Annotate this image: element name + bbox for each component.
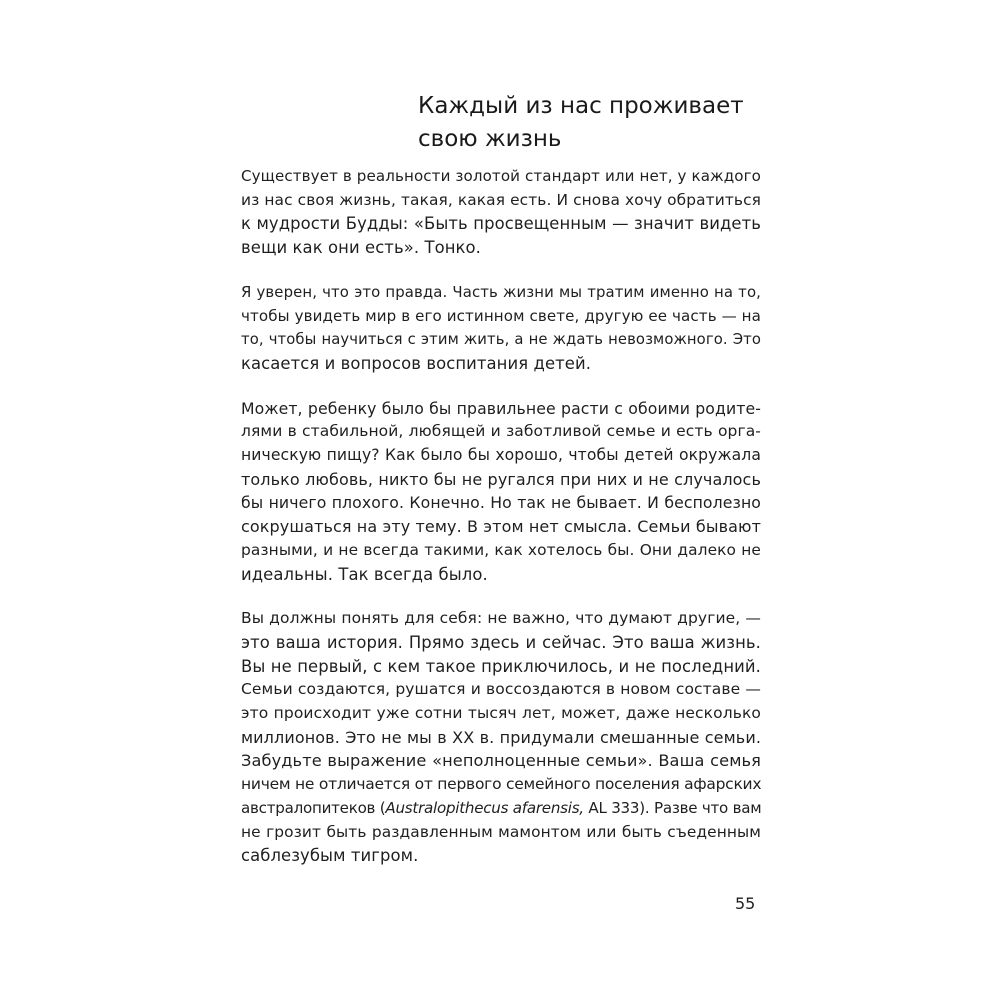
heading-line: Каждый из нас проживает xyxy=(418,93,744,119)
text-line: Забудьте выражение «неполноценные семьи». Ваша семья xyxy=(241,751,761,771)
paragraph-4 xyxy=(241,607,761,868)
body-text xyxy=(241,165,761,889)
heading-line: свою жизнь xyxy=(418,126,562,152)
text-line: из нас своя жизнь, такая, какая есть. И снова хочу обратиться xyxy=(241,190,761,209)
text-line: миллионов. Это не мы в XX в. придумали смешанные семьи. xyxy=(241,727,761,747)
text-line: Вы должны понять для себя: не важно, что думают другие, — xyxy=(241,609,761,628)
citation-before: австралопитеков ( xyxy=(241,798,386,817)
text-line: Семьи создаются, рушатся и воссоздаются в новом составе — xyxy=(241,680,761,699)
text-line: ническую пищу? Как было бы хорошо, чтобы детей окружала xyxy=(241,446,761,465)
paragraph-3 xyxy=(241,397,761,587)
text-line: бы ничего плохого. Конечно. Но так не бывает. И бесполезно xyxy=(241,493,761,513)
text-line: ничем не отличается от первого семейного поселения афарских xyxy=(241,775,762,794)
page-number: 55 xyxy=(735,894,756,913)
text-line: не грозит быть раздавленным мамонтом или быть съеденным xyxy=(241,822,761,841)
paragraph-1 xyxy=(241,165,761,260)
text-line: Я уверен, что это правда. Часть жизни мы тратим именно на то, xyxy=(241,282,761,301)
text-line: это ваша история. Прямо здесь и сейчас. Это ваша жизнь. xyxy=(241,632,761,652)
text-line: разными, и не всегда такими, как хотелось бы. Они далеко не xyxy=(241,540,761,559)
text-line: лями в стабильной, любящей и заботливой семье и есть орга- xyxy=(241,422,761,441)
text-line: к мудрости Будды: «Быть просвещенным — значит видеть xyxy=(241,214,761,234)
text-line: идеальны. Так всегда было. xyxy=(241,564,488,584)
text-line: касается и вопросов воспитания детей. xyxy=(241,353,592,373)
text-line: саблезубым тигром. xyxy=(241,846,419,866)
text-line: Существует в реальности золотой стандарт или нет, у каждого xyxy=(241,167,761,185)
text-line: сокрушаться на эту тему. В этом нет смысла. Семьи бывают xyxy=(241,517,761,537)
text-line: чтобы увидеть мир в его истинном свете, другую ее часть — на xyxy=(241,306,761,325)
text-line: Может, ребенку было бы правильнее расти с обоими родите- xyxy=(241,398,761,418)
text-line: то, чтобы научиться с этим жить, а не ждать невозможного. Это xyxy=(241,331,761,349)
paragraph-2 xyxy=(241,281,761,376)
text-line: это происходит уже сотни тысяч лет, может, даже несколько xyxy=(241,704,761,723)
text-line: вещи как они есть». Тонко. xyxy=(241,238,481,258)
chapter-heading xyxy=(418,90,778,156)
citation-after: AL 333). Разве что вам xyxy=(583,798,762,817)
citation-species-name: Australopithecus afarensis, xyxy=(385,798,584,817)
text-line: только любовь, никто бы не ругался при них и не случалось xyxy=(241,469,761,489)
citation-line xyxy=(241,797,761,821)
text-line: Вы не первый, с кем такое приключилось, и не последний. xyxy=(241,656,761,676)
